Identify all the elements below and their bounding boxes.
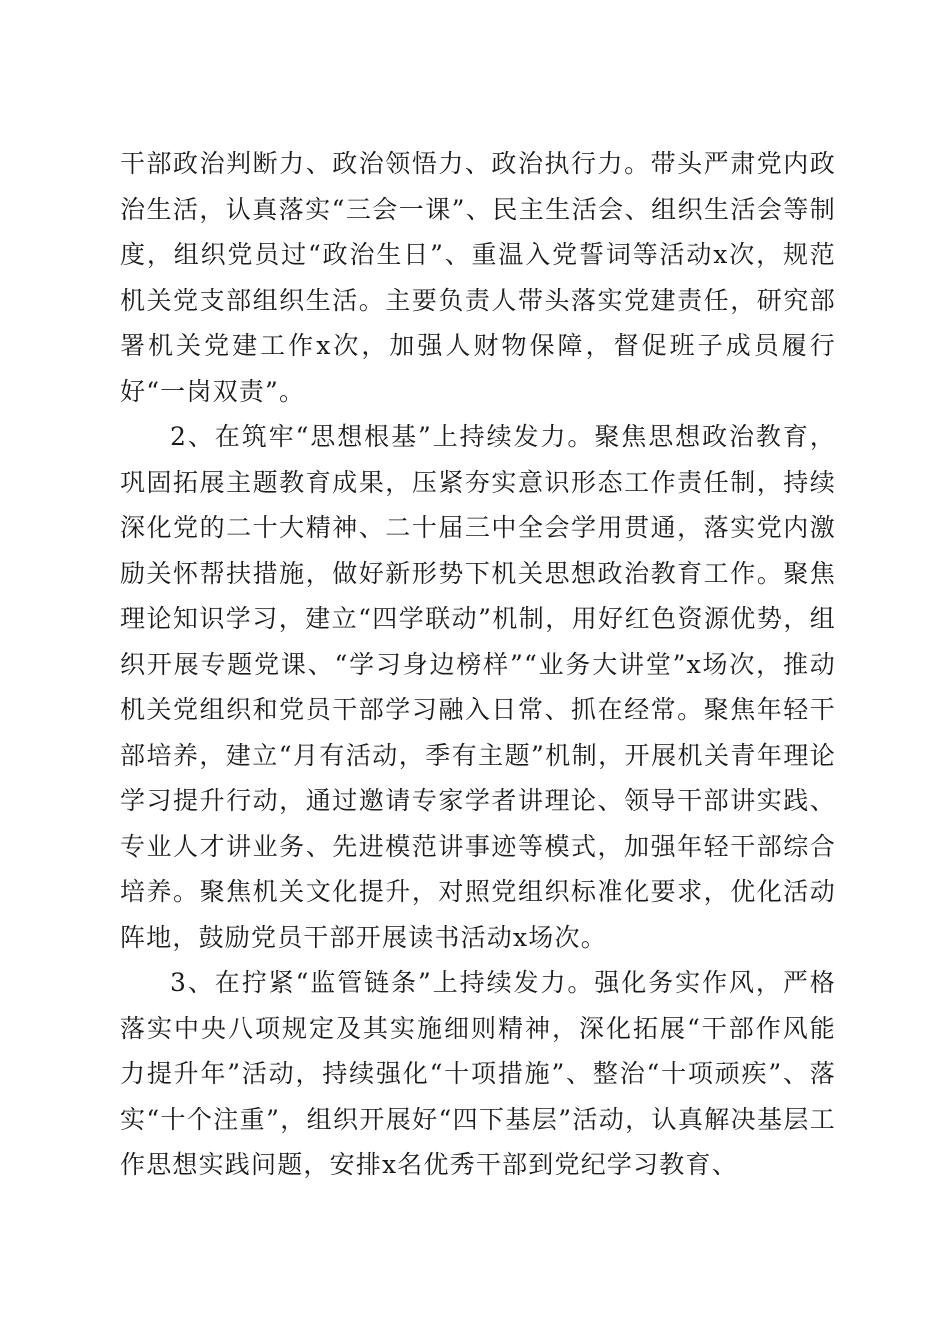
paragraph-section-3: 3、在拧紧“监管链条”上持续发力。强化务实作风，严格落实中央八项规定及其实施细则精神，深化拓展“干部作风能力提升年”活动，持续强化“十项措施”、整治“十项顽疾”、落实“十个注重”，组织开展好“四下基层”活动，认真解决基层工作思想实践问题，安排x名优秀干部到党纪学习教育、: [120, 968, 836, 1179]
document-body: [120, 141, 836, 1188]
paragraph-continuation: 干部政治判断力、政治领悟力、政治执行力。带头严肃党内政治生活，认真落实“三会一课”、民主生活会、组织生活会等制度，组织党员过“政治生日”、重温入党誓词等活动x次，规范机关党支部组织生活。主要负责人带头落实党建责任，研究部署机关党建工作x次，加强人财物保障，督促班子成员履行好“一岗双责”。: [120, 149, 836, 406]
paragraph-section-2: 2、在筑牢“思想根基”上持续发力。聚焦思想政治教育，巩固拓展主题教育成果，压紧夯实意识形态工作责任制，持续深化党的二十大精神、二十届三中全会学用贯通，落实党内激励关怀帮扶措施，做好新形势下机关思想政治教育工作。聚焦理论知识学习，建立“四学联动”机制，用好红色资源优势，组织开展专题党课、“学习身边榜样”“业务大讲堂”x场次，推动机关党组织和党员干部学习融入日常、抓在经常。聚焦年轻干部培养，建立“月有活动，季有主题”机制，开展机关青年理论学习提升行动，通过邀请专家学者讲理论、领导干部讲实践、专业人才讲业务、先进模范讲事迹等模式，加强年轻干部综合培养。聚焦机关文化提升，对照党组织标准化要求，优化活动阵地，鼓励党员干部开展读书活动x场次。: [120, 422, 836, 952]
